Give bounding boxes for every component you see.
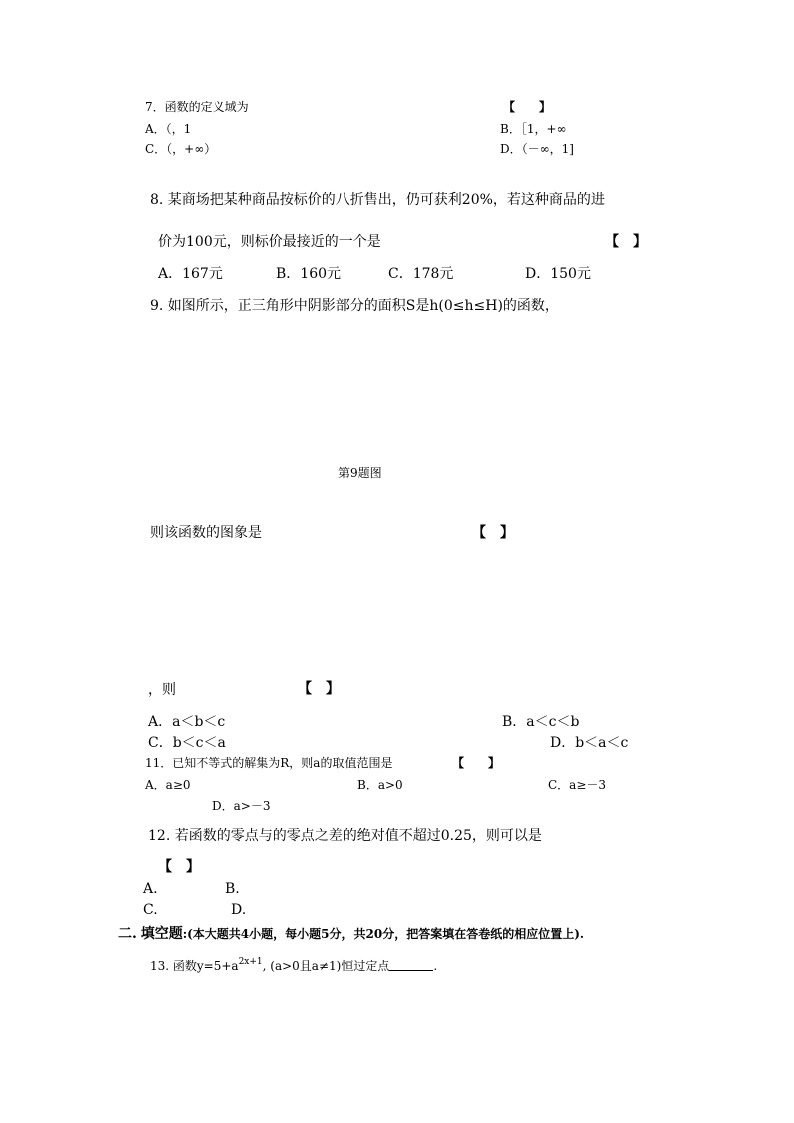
q11-option-d: D．a>－3 bbox=[212, 799, 271, 813]
q12-option-c: C. bbox=[143, 902, 158, 918]
q12-option-b: B. bbox=[225, 881, 240, 897]
q13-answer-blank bbox=[389, 958, 433, 971]
q7-option-b: B．［1，+∞ bbox=[500, 122, 567, 136]
q10-option-d: D．b＜a＜c bbox=[550, 735, 629, 751]
q7-option-d: D．（－∞，1] bbox=[500, 142, 574, 156]
q13-suffix: , (a>0且a≠1)恒过定点 bbox=[262, 959, 390, 973]
q8-stem-line2: 价为100元，则标价最接近的一个是 bbox=[158, 234, 381, 250]
section-2-title: 填空题 bbox=[140, 926, 183, 942]
q10-option-c: C．b＜c＜a bbox=[148, 735, 226, 751]
section-2-heading bbox=[118, 927, 584, 941]
q8-answer-bracket: 【 】 bbox=[605, 234, 647, 250]
q7-answer-bracket: 【 】 bbox=[503, 100, 552, 114]
q10-stem: ，则 bbox=[148, 682, 176, 698]
q11-option-b: B．a>0 bbox=[357, 778, 403, 792]
q8-option-b: B．160元 bbox=[276, 266, 342, 282]
section-2-number: 二. bbox=[118, 926, 137, 942]
q10-option-b: B．a＜c＜b bbox=[502, 714, 580, 730]
q12-option-a: A. bbox=[143, 881, 158, 897]
q13-prefix: 13. 函数y=5+a bbox=[150, 959, 239, 973]
q13-exponent: 2x+1 bbox=[238, 957, 263, 967]
q7-option-a: A．（，1 bbox=[145, 122, 192, 136]
q7-stem: 7．函数的定义域为 bbox=[145, 100, 249, 114]
q9-stem-2: 则该函数的图象是 bbox=[150, 525, 262, 541]
q10-answer-bracket: 【 】 bbox=[298, 681, 340, 697]
q8-option-d: D．150元 bbox=[525, 266, 591, 282]
q9-figure-caption: 第9题图 bbox=[338, 466, 382, 480]
q8-option-a: A．167元 bbox=[158, 266, 223, 282]
q8-option-c: C．178元 bbox=[388, 266, 454, 282]
q13-stem bbox=[150, 958, 437, 972]
q13-end: . bbox=[433, 959, 438, 973]
section-2-note: :(本大题共4小题，每小题5分，共20分，把答案填在答卷纸的相应位置上). bbox=[182, 927, 585, 941]
q9-stem: 9. 如图所示，正三角形中阴影部分的面积S是h(0≤h≤H)的函数， bbox=[150, 298, 559, 314]
q12-stem: 12. 若函数的零点与的零点之差的绝对值不超过0.25，则可以是 bbox=[148, 828, 542, 844]
q12-option-d: D. bbox=[231, 902, 247, 918]
q11-option-c: C．a≥－3 bbox=[548, 778, 607, 792]
q9-answer-bracket: 【 】 bbox=[472, 525, 514, 541]
q12-answer-bracket: 【 】 bbox=[158, 859, 200, 875]
q10-option-a: A．a＜b＜c bbox=[148, 714, 226, 730]
q8-stem-line1: 8. 某商场把某种商品按标价的八折售出，仍可获利20%，若这种商品的进 bbox=[150, 192, 605, 208]
q11-answer-bracket: 【 】 bbox=[452, 756, 501, 770]
q11-option-a: A．a≥0 bbox=[145, 778, 191, 792]
q7-option-c: C．（，+∞） bbox=[145, 142, 217, 156]
q11-stem: 11．已知不等式的解集为R，则a的取值范围是 bbox=[145, 756, 393, 770]
